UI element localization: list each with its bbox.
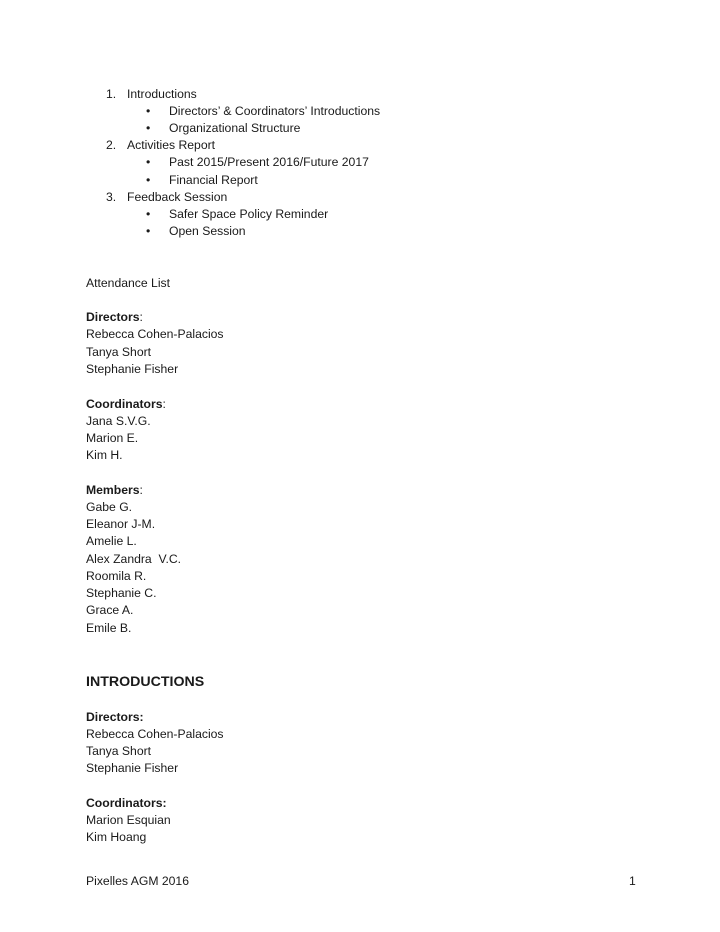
director-name: Stephanie Fisher <box>86 362 179 376</box>
agenda-item-number: 1. <box>106 87 117 101</box>
member-name: Roomila R. <box>86 569 147 583</box>
member-name: Eleanor J-M. <box>86 517 156 531</box>
intro-coordinator-name: Kim Hoang <box>86 830 147 844</box>
intro-coordinator-name: Marion Esquian <box>86 813 171 827</box>
attendance-title: Attendance List <box>86 276 171 290</box>
intro-director-name: Rebecca Cohen-Palacios <box>86 727 224 741</box>
bullet-icon: • <box>146 104 151 118</box>
attendance-coordinators-heading <box>86 396 166 413</box>
intro-director-name: Tanya Short <box>86 744 152 758</box>
agenda-item-title: Introductions <box>127 87 197 101</box>
agenda-item-number: 3. <box>106 190 117 204</box>
member-name: Alex Zandra V.C. <box>86 552 182 566</box>
bullet-icon: • <box>146 224 151 238</box>
attendance-directors-heading <box>86 309 143 326</box>
agenda-subitem-text: Directors’ & Coordinators’ Introductions <box>169 104 381 118</box>
attendance-members-heading <box>86 482 143 499</box>
attendance-coordinators-label: Coordinators <box>86 397 163 411</box>
bullet-icon: • <box>146 207 151 221</box>
attendance-directors-label: Directors <box>86 310 140 324</box>
member-name: Amelie L. <box>86 534 137 548</box>
agenda-subitem-text: Safer Space Policy Reminder <box>169 207 329 221</box>
director-name: Rebecca Cohen-Palacios <box>86 327 224 341</box>
member-name: Emile B. <box>86 621 132 635</box>
bullet-icon: • <box>146 121 151 135</box>
agenda-subitem-text: Past 2015/Present 2016/Future 2017 <box>169 155 369 169</box>
page-number: 1 <box>629 874 636 888</box>
footer-title: Pixelles AGM 2016 <box>86 874 189 888</box>
agenda-item-title: Activities Report <box>127 138 216 152</box>
agenda-subitem-text: Financial Report <box>169 173 258 187</box>
label-colon: : <box>162 397 166 411</box>
introductions-coordinators-label: Coordinators: <box>86 796 167 810</box>
label-colon: : <box>139 483 143 497</box>
coordinator-name: Kim H. <box>86 448 123 462</box>
bullet-icon: • <box>146 155 151 169</box>
attendance-members-label: Members <box>86 483 140 497</box>
member-name: Grace A. <box>86 603 134 617</box>
coordinator-name: Marion E. <box>86 431 139 445</box>
member-name: Gabe G. <box>86 500 133 514</box>
agenda-item-number: 2. <box>106 138 117 152</box>
director-name: Tanya Short <box>86 345 152 359</box>
label-colon: : <box>139 310 143 324</box>
agenda-subitem-text: Open Session <box>169 224 246 238</box>
introductions-directors-label: Directors: <box>86 710 144 724</box>
member-name: Stephanie C. <box>86 586 157 600</box>
agenda-subitem-text: Organizational Structure <box>169 121 301 135</box>
agenda-item-title: Feedback Session <box>127 190 228 204</box>
bullet-icon: • <box>146 173 151 187</box>
intro-director-name: Stephanie Fisher <box>86 761 179 775</box>
introductions-heading: INTRODUCTIONS <box>86 674 205 690</box>
coordinator-name: Jana S.V.G. <box>86 414 151 428</box>
